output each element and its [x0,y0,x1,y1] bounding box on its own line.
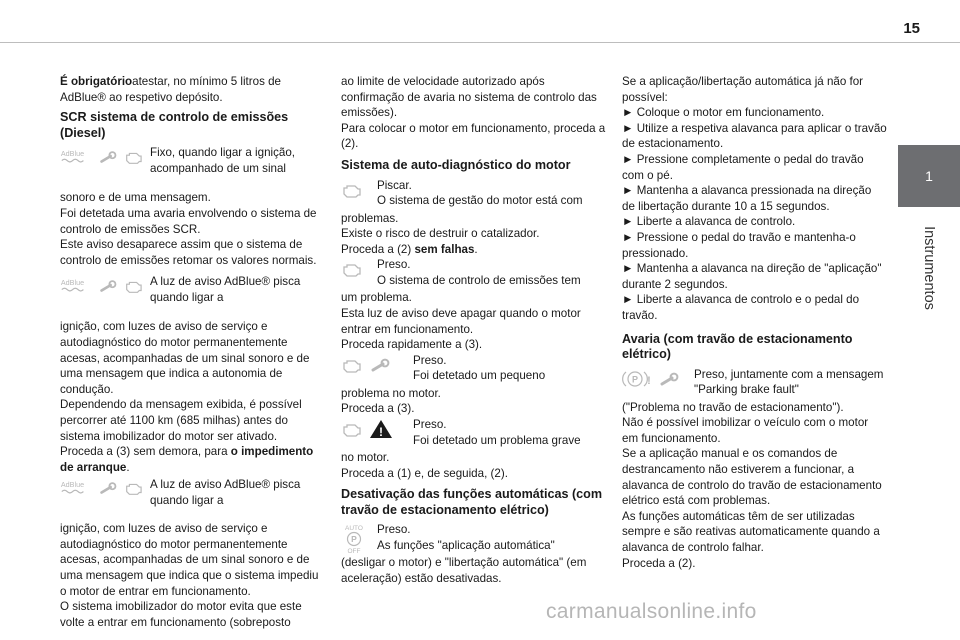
adblue-entry-2-lead: A luz de aviso AdBlue® pisca quando ligar a [150,275,301,304]
step-item: ► Coloque o motor em funcionamento. [622,106,825,120]
parking-brake-fault-icons [622,368,688,400]
adblue-icon [60,477,92,499]
chapter-label: Instrumentos [921,226,937,310]
self-diagnosis-heading: Sistema de auto-diagnóstico do motor [341,157,571,172]
auto-functions-heading: Desativação das funções automáticas (com travão de estacionamento elétrico) [341,487,603,517]
wrench-icon [369,354,391,376]
engine-warning-icons-1 [341,179,371,211]
adblue-intro: É obrigatórioatestar, no mínimo 5 litros de AdBlue® ao respetivo depósito. [60,75,281,104]
scr-heading: SCR sistema de controlo de emissões (Diesel) [60,110,289,140]
adblue-entry-3-lead: A luz de aviso AdBlue® pisca quando ligar a [150,478,301,507]
svg-text:!: ! [379,424,383,439]
header-rule [0,42,960,43]
engine-icon [341,418,363,440]
page-number: 15 [903,20,920,37]
adblue-warning-icons-3 [60,477,144,521]
svg-text:P: P [351,534,357,545]
chapter-tab[interactable]: 1 [898,145,960,207]
engine-warning-icons-3 [341,354,407,386]
step-item: ► Utilize a respetiva alavanca para aplicar o travão de estacionamento. [622,121,887,151]
svg-text:OFF: OFF [347,548,361,556]
wrench-icon [98,477,118,499]
engine-icon [341,258,363,280]
svg-text:P: P [631,374,639,385]
adblue-icon [60,146,92,168]
engine-icon [341,179,363,201]
column-1: É obrigatórioatestar, no mínimo 5 litros de AdBlue® ao respetivo depósito. SCR sistema de controlo de emissões (Diesel) AdBlue Fixo, quando ligar a ignição, acompanhado de um sinal sonoro e de uma mensagem. Foi detetada uma avaria envolvendo o sistema de controlo de emissões SCR. Este aviso desaparece assim que o sistema de controlo de emissões retomar os valores normais. AdBlue A luz de aviso AdBlue® pisca quando ligar a ignição, com luzes de aviso de serviço e autodiagnóstico do motor permanentemente acesas, acompanhadas de um sinal sonoro e de uma mensagem que indica a autonomia de condução. Dependendo da mensagem exibida, é possível percorrer até 1100 km (685 milhas) antes do sistema imobilizador do motor ser ativado. Proceda a (3) sem demora, para o impedimento de arranque. AdBlue A luz de aviso AdBlue® pisca quando ligar a ignição, com luzes de aviso de serviço e autodiagnóstico do motor permanentemente acesas, acompanhadas de um sinal sonoro e de uma mensagem que indica que o sistema impediu o motor de entrar em funcionamento. O sistema imobilizador do motor evita que este volte a entrar em funcionamento (sobreposto [60,74,325,630]
step-item: ► Pressione o pedal do travão e mantenha-o pressionado. [622,230,856,260]
engine-warning-icons-4 [341,418,407,450]
step-item: ► Liberte a alavanca de controlo. [622,215,796,229]
engine-icon [124,146,144,168]
step-item: ► Mantenha a alavanca pressionada na direção de libertação durante 10 a 15 segundos. [622,184,872,213]
auto-off-parking-icon [341,523,367,555]
engine-icon [124,275,144,297]
svg-text:AdBlue: AdBlue [60,278,85,288]
auto-off-icons [341,523,371,555]
svg-text:AUTO: AUTO [345,525,363,533]
watermark: carmanualsonline.info [546,600,757,623]
step-item: ► Liberte a alavanca de controlo e o pedal do travão. [622,293,860,322]
wrench-icon [98,275,118,297]
step-item: ► Mantenha a alavanca na direção de "aplicação" durante 2 segundos. [622,262,882,291]
engine-icon [341,354,363,376]
scr-warning-icons [60,146,144,190]
scr-entry-1-lead: Fixo, quando ligar a ignição, acompanhado de um sinal [150,146,296,175]
step-item: ► Pressione completamente o pedal do travão com o pé. [622,152,864,182]
warning-triangle-icon [369,418,393,440]
engine-warning-icons-2 [341,258,371,290]
adblue-icon [60,275,92,297]
column-3: Se a aplicação/libertação automática já não for possível: ► Coloque o motor em funcionamento. ► Utilize a respetiva alavanca para aplicar o travão de estacionamento. ► Pressione completamente o pedal do travão com o pé. ► Mantenha a alavanca pressionada na direção de libertação durante 10 a 15 segundos. ► Liberte a alavanca de controlo. ► Pressione o pedal do travão e mantenha-o pressionado. ► Mantenha a alavanca na direção de "aplicação" durante 2 segundos. ► Liberte a alavanca de controlo e o pedal do travão. Avaria (com travão de estacionamento elétrico) P ! Preso, juntamente com a mensagem "Parking brake fault" ("Problema no travão de estacionamento"). Não é possível imobilizar o veículo com o motor em funcionamento. Se a aplicação manual e os comandos de destrancamento não estiverem a funcionar, a alavanca de controlo do travão de estacionamento elétrico está com problemas. As funções automáticas têm de ser utilizadas sempre e são reativas automaticamente quando a alavanca de controlo falhar. Proceda a (2). [622,75,887,570]
parking-brake-icon [622,368,652,390]
wrench-icon [98,146,118,168]
engine-icon [124,477,144,499]
svg-text:AdBlue: AdBlue [60,149,85,159]
adblue-warning-icons-2 [60,275,144,319]
parking-brake-fault-heading: Avaria (com travão de estacionamento elétrico) [622,331,853,362]
wrench-icon [658,368,680,390]
column-2: ao limite de velocidade autorizado após confirmação de avaria no sistema de controlo das emissões). Para colocar o motor em funcionamento, proceda a (2). Sistema de auto-diagnóstico do motor Piscar. O sistema de gestão do motor está com problemas. Existe o risco de destruir o catalizador. Proceda a (2) sem falhas. Preso. O sistema de controlo de emissões tem um problema. Esta luz de aviso deve apagar quando o motor entrar em funcionamento. Proceda rapidamente a (3). Preso. Foi detetado um pequeno problema no motor. Proceda a (3). ! Preso. Foi detetado um problema grave no motor. Proceda a (1) e, de seguida, (2). Desativação das funções automáticas (com travão de estacionamento elétrico) AUTO P OFF Preso. As funções "aplicação automática" (desligar o motor) e "libertação automática" (em aceleração) estão desativadas. [341,75,606,585]
svg-text:!: ! [647,374,651,387]
svg-text:AdBlue: AdBlue [60,480,85,490]
